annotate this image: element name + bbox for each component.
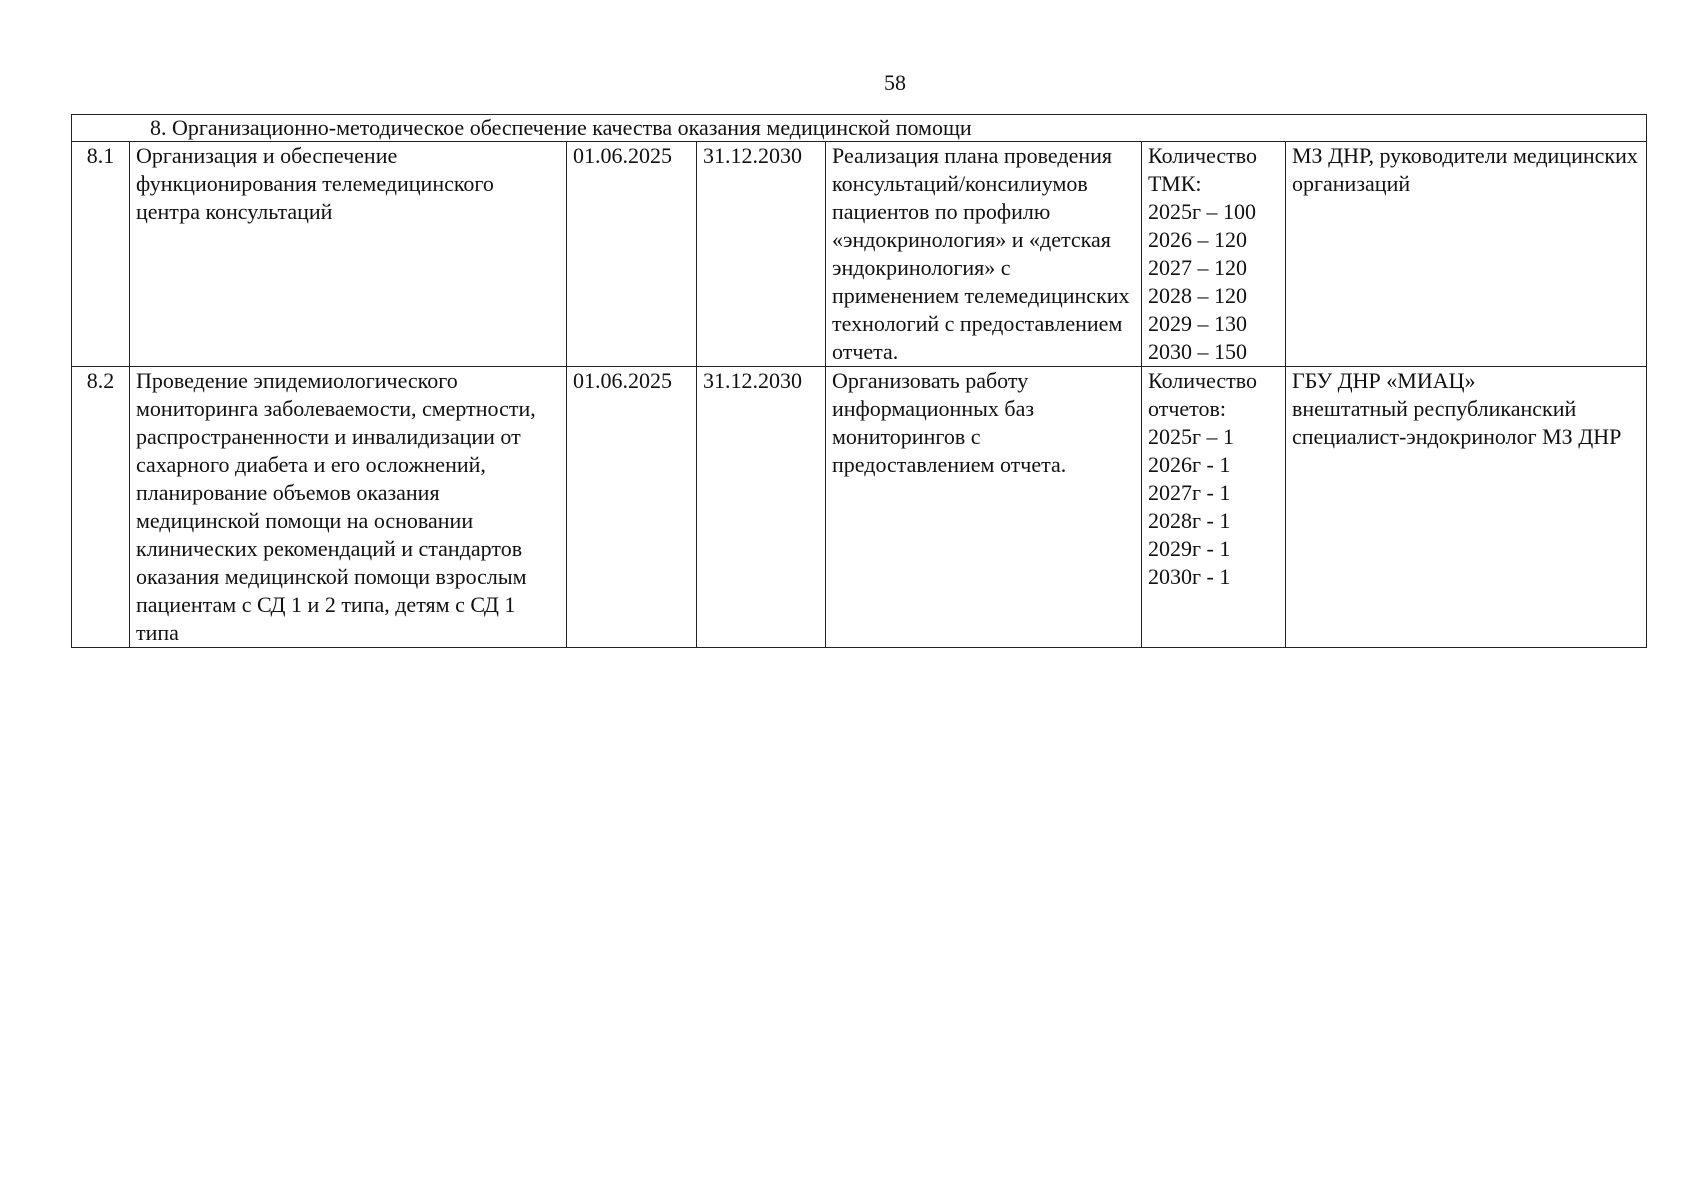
page-number: 58 [884, 70, 906, 95]
responsible-cell: МЗ ДНР, руководители медицинских организаций [1286, 142, 1647, 367]
indicator-cell: Количество ТМК: 2025г – 100 2026 – 120 2027 – 120 2028 – 120 2029 – 130 2030 – 150 [1142, 142, 1286, 367]
table-row [72, 142, 1647, 367]
start-date-cell: 01.06.2025 [567, 142, 697, 367]
section-title: 8. Организационно-методическое обеспечение качества оказания медицинской помощи [72, 115, 1647, 142]
result-cell: Реализация плана проведения консультаций/консилиумов пациентов по профилю «эндокринология» и «детская эндокринология» с применением телемедицинских технологий с предоставлением отчета. [826, 142, 1142, 367]
section-header-row [72, 115, 1647, 142]
start-date-cell: 01.06.2025 [567, 367, 697, 648]
responsible-cell: ГБУ ДНР «МИАЦ» внештатный республиканский специалист-эндокринолог МЗ ДНР [1286, 367, 1647, 648]
table-row [72, 367, 1647, 648]
activity-cell: Проведение эпидемиологического мониторинга заболеваемости, смертности, распространенности и инвалидизации от сахарного диабета и его осложнений, планирование объемов оказания медицинской помощи на основании клинических рекомендаций и стандартов оказания медицинской помощи взрослым пациентам с СД 1 и 2 типа, детям с СД 1 типа [130, 367, 567, 648]
plan-table [71, 114, 1647, 648]
row-number: 8.1 [72, 142, 130, 367]
indicator-cell: Количество отчетов: 2025г – 1 2026г - 1 2027г - 1 2028г - 1 2029г - 1 2030г - 1 [1142, 367, 1286, 648]
result-cell: Организовать работу информационных баз мониторингов с предоставлением отчета. [826, 367, 1142, 648]
end-date-cell: 31.12.2030 [697, 367, 826, 648]
activity-cell: Организация и обеспечение функционирования телемедицинского центра консультаций [130, 142, 567, 367]
end-date-cell: 31.12.2030 [697, 142, 826, 367]
row-number: 8.2 [72, 367, 130, 648]
